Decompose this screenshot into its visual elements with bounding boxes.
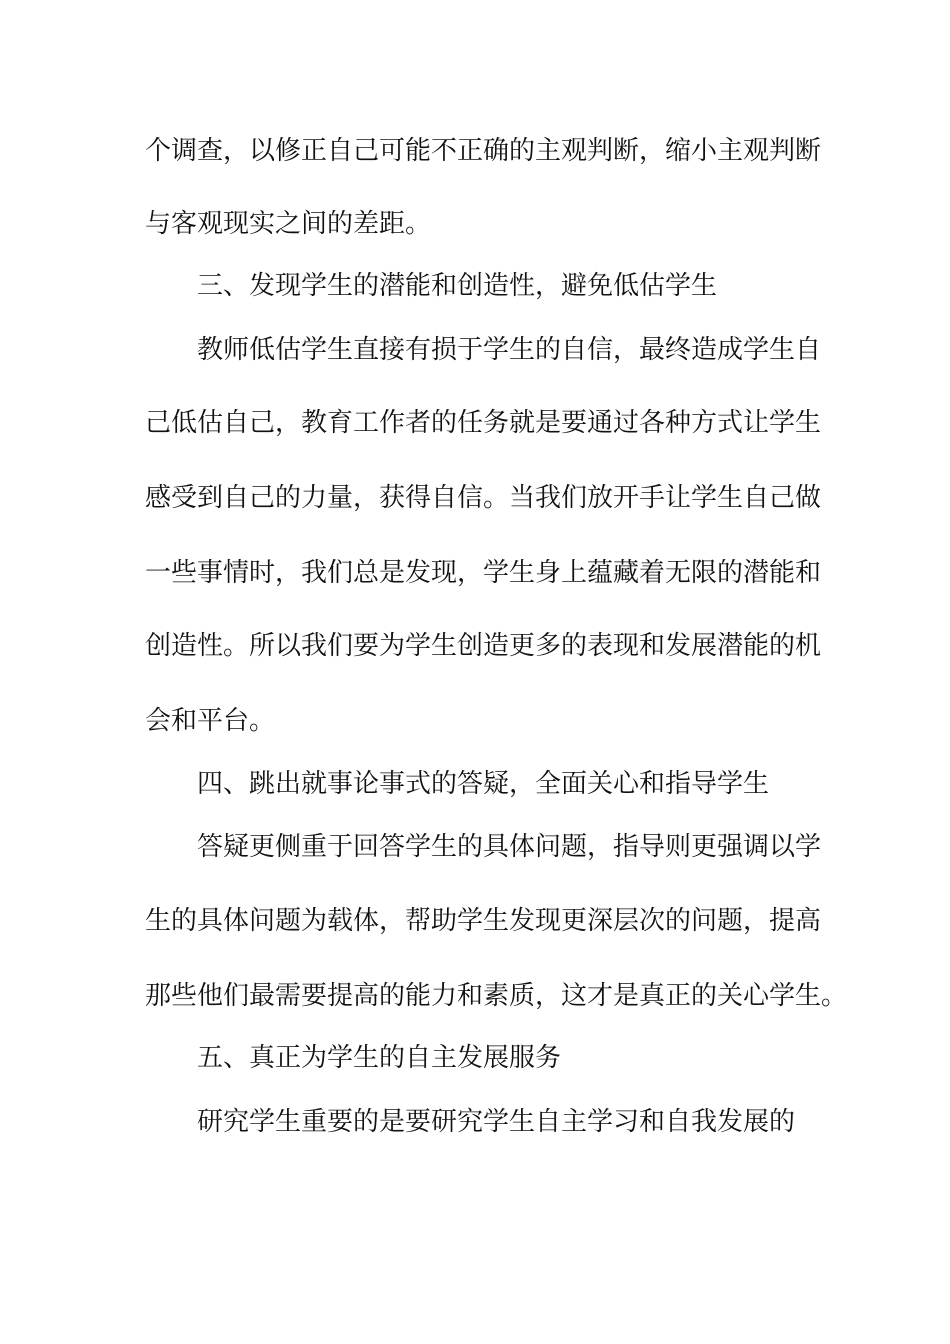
section-heading: 三、发现学生的潜能和创造性，避免低估学生 [197,271,718,301]
section-heading: 四、跳出就事论事式的答疑，全面关心和指导学生 [197,769,770,799]
section-heading: 五、真正为学生的自主发展服务 [197,1043,562,1073]
body-line: 己低估自己，教育工作者的任务就是要通过各种方式让学生 [145,408,822,438]
body-line: 答疑更侧重于回答学生的具体问题，指导则更强调以学 [197,832,822,862]
body-line: 教师低估学生直接有损于学生的自信，最终造成学生自 [197,335,822,365]
body-line: 生的具体问题为载体，帮助学生发现更深层次的问题，提高 [145,906,822,936]
body-line: 与客观现实之间的差距。 [145,209,432,239]
body-line: 会和平台。 [145,706,276,736]
body-line: 一些事情时，我们总是发现，学生身上蕴藏着无限的潜能和 [145,558,822,588]
body-line: 个调查，以修正自己可能不正确的主观判断，缩小主观判断 [145,136,822,166]
body-line: 研究学生重要的是要研究学生自主学习和自我发展的 [197,1107,796,1137]
body-line: 那些他们最需要提高的能力和素质，这才是真正的关心学生。 [145,981,848,1011]
body-line: 创造性。所以我们要为学生创造更多的表现和发展潜能的机 [145,631,822,661]
body-line: 感受到自己的力量，获得自信。当我们放开手让学生自己做 [145,483,822,513]
